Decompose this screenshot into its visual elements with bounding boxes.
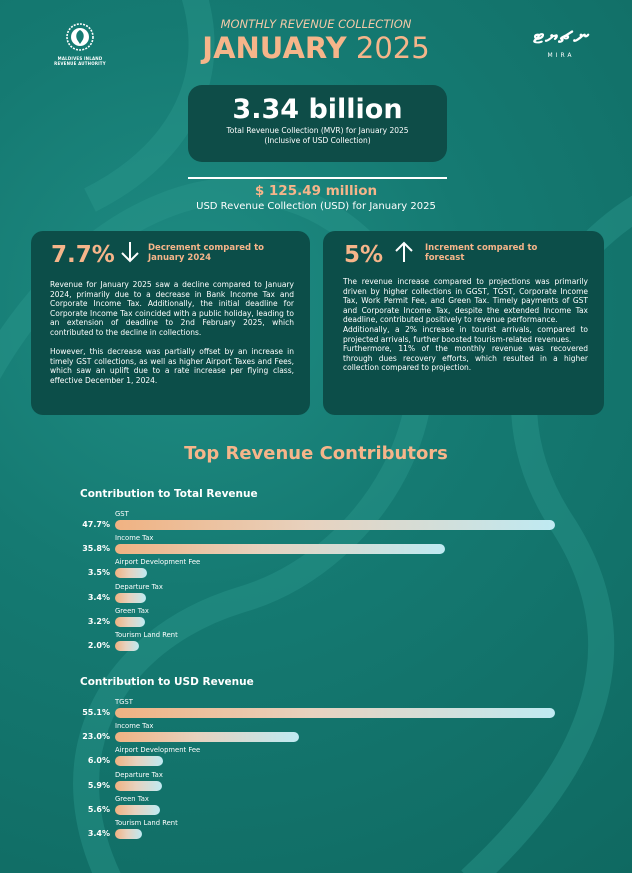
increment-paragraph: Furthermore, 11% of the monthly revenue was recovered through dues recovery efforts, which resulted in a higher collection compared to projection. [343,344,588,373]
bar-category-label: Airport Development Fee [115,746,201,755]
bar-value-label: 23.0% [82,732,110,742]
mira-logo-text: MIRA [547,52,575,59]
bar-value-label: 6.0% [87,756,110,766]
bar-value-label: 3.2% [87,616,110,626]
decrement-caption: Decrement compared to January 2024 [148,243,264,263]
bar-category-label: Green Tax [115,606,149,615]
bar-value-label: 3.4% [87,592,110,602]
bar-category-label: Departure Tax [115,582,163,591]
decrement-card [31,231,310,415]
bar-category-label: Tourism Land Rent [115,631,178,639]
decrement-paragraph: However, this decrease was partially offset by an increase in timely GST collections, as well as higher Airport Taxes and Fees, which saw an uplift due to a rate increase per flying class, effective December 1, 2024. [50,347,294,385]
increment-paragraph: Additionally, a 2% increase in tourist arrivals, compared to projected arrivals, further boosted tourism-related revenues. [343,324,588,344]
bar-value-label: 5.6% [87,804,110,814]
bar-value-label: 3.4% [87,829,110,838]
bar-value-label: 55.1% [82,708,110,717]
arrow-up-icon [393,240,415,264]
bar [115,593,146,603]
bar [115,756,163,766]
bar [115,641,139,651]
bar [115,781,162,791]
decrement-paragraph: Revenue for January 2025 saw a decline compared to January 2024, primarily due to a decrease in Bank Income Tax and Corporate Income Tax. Additionally, the initial deadline for Corporate Income Tax coincided with a public holiday, leading to an extension of deadline to 2nd February 2025, which contributed to the decline in collections. [50,280,294,337]
bar-value-label: 35.8% [82,544,110,554]
bar [115,568,147,578]
usd-revenue-amount: $ 125.49 million [254,183,378,199]
bar [115,805,160,815]
increment-paragraph: The revenue increase compared to projections was primarily driven by higher collections in GGST, TGST, Corporate Income Tax, Work Permit Fee, and Green Tax. Timely payments of GST and Corporate Income Tax, despite the extended Income Tax deadline, contributed positively to revenue performance. [343,277,588,325]
bar [115,708,555,718]
title-month: JANUARY [202,31,347,65]
bar-value-label: 2.0% [87,641,110,650]
bar [115,617,145,627]
decrement-body [50,280,294,395]
kicker-title: MONTHLY REVENUE COLLECTION [220,17,412,31]
left-logo-text: MALDIVES INLAND REVENUE AUTHORITY [54,56,106,66]
bar-category-label: Income Tax [115,534,154,543]
decrement-percent: 7.7% [51,242,115,268]
increment-caption: Increment compared to forecast [425,243,538,263]
bar-category-label: GST [115,510,129,518]
bar [115,544,445,554]
increment-body [343,277,588,373]
bar [115,732,299,742]
bar [115,829,142,839]
bar [115,520,555,530]
chart-title: Contribution to Total Revenue [80,488,258,500]
chart-title: Contribution to USD Revenue [80,676,254,688]
thaana-logo-glyphs: ނޗޔޓ [533,23,589,49]
arrow-down-icon [119,240,141,264]
mira-wordmark-logo [528,24,594,59]
summary-divider [188,177,447,179]
title-year: 2025 [355,31,430,65]
bar-value-label: 5.9% [87,780,110,790]
increment-percent: 5% [344,242,384,268]
increment-card [323,231,604,415]
bar-category-label: Departure Tax [115,770,163,779]
bar-value-label: 3.5% [87,568,110,578]
total-revenue-note: (Inclusive of USD Collection) [264,136,371,145]
bar-category-label: Green Tax [115,794,149,803]
usd-revenue-label: USD Revenue Collection (USD) for January 2025 [196,201,436,212]
total-revenue-amount: 3.34 billion [232,94,403,125]
bar-category-label: Income Tax [115,722,154,731]
bar-category-label: Airport Development Fee [115,558,201,567]
total-revenue-label: Total Revenue Collection (MVR) for January 2025 [226,126,409,135]
total-revenue-box [188,85,447,162]
bar-category-label: TGST [115,698,133,706]
section-title: Top Revenue Contributors [184,443,448,464]
bar-category-label: Tourism Land Rent [115,819,178,827]
bar-value-label: 47.7% [82,520,110,529]
